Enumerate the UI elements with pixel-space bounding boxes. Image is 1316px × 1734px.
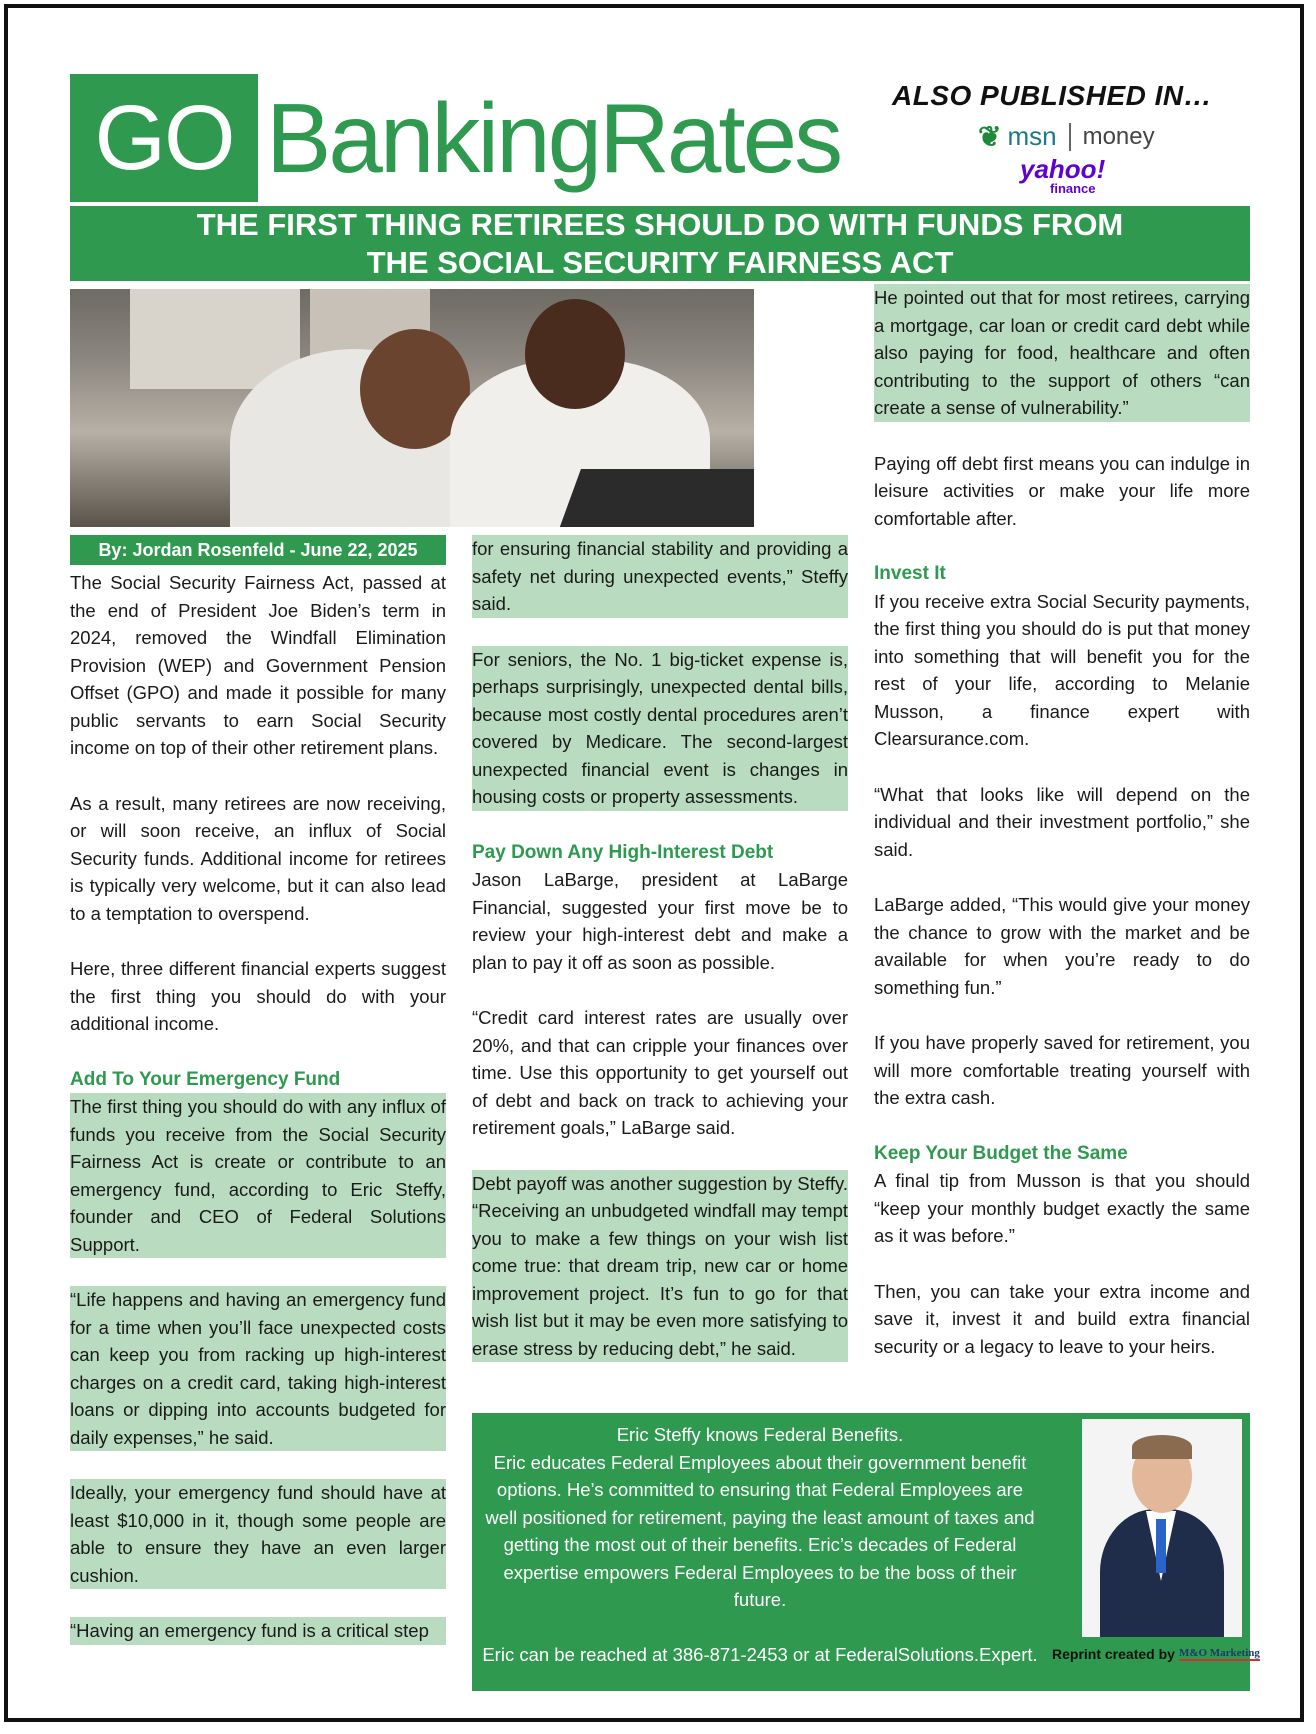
highlighted-paragraph: He pointed out that for most retirees, carrying a mortgage, car loan or credit card debt while also paying for food, healthcare and often contributing to the support of others “can create a sense of vulnerability.”	[874, 284, 1250, 422]
highlighted-paragraph: Ideally, your emergency fund should have at least $10,000 in it, though some people are able to ensure they have an even larger cushion.	[70, 1479, 446, 1589]
paragraph: “What that looks like will depend on the individual and their investment portfolio,” she said.	[874, 783, 1250, 860]
column-2	[472, 535, 848, 1362]
subheading-keep-budget: Keep Your Budget the Same	[874, 1142, 1128, 1164]
bio-headline: Eric Steffy knows Federal Benefits.	[616, 1424, 904, 1445]
gobankingrates-logo	[70, 74, 840, 202]
yahoo-text: yahoo!	[1020, 154, 1106, 184]
highlighted-paragraph: Debt payoff was another suggestion by Steffy. “Receiving an unbudgeted windfall may tempt you to make a few things on your wish list come true: that dream trip, new car or home improvement project. It’s fun to go for that wish list but it may be even more satisfying to erase stress by reducing debt,” he said.	[472, 1170, 848, 1363]
reprint-credit	[1052, 1646, 1260, 1662]
byline: By: Jordan Rosenfeld - June 22, 2025	[70, 535, 446, 565]
msn-butterfly-icon: ❦	[978, 121, 1002, 152]
paragraph: Then, you can take your extra income and save it, invest it and build extra financial security or a legacy to leave to your heirs.	[874, 1280, 1250, 1357]
msn-money-logo	[978, 120, 1155, 153]
bio-text	[480, 1421, 1040, 1668]
also-published-label: ALSO PUBLISHED IN…	[892, 80, 1213, 111]
article-headline	[70, 206, 1250, 281]
paragraph: Paying off debt first means you can indulge in leisure activities or make your life more comfortable after.	[874, 452, 1250, 529]
paragraph: LaBarge added, “This would give your money the chance to grow with the market and be available for when you’re ready to do something fun.”	[874, 894, 1250, 998]
column-3	[874, 284, 1250, 1360]
paragraph: If you receive extra Social Security payments, the first thing you should do is put that money into something that will benefit you for the rest of your life, according to Melanie Musson, a finance expert with Clearsurance.com.	[874, 590, 1250, 749]
subheading-invest-it: Invest It	[874, 563, 946, 584]
subheading-emergency-fund: Add To Your Emergency Fund	[70, 1068, 341, 1090]
msn-text: msn	[1007, 121, 1057, 151]
paragraph: A final tip from Musson is that you should “keep your monthly budget exactly the same as it was before.”	[874, 1170, 1250, 1246]
highlighted-paragraph: “Having an emergency fund is a critical step	[70, 1617, 446, 1645]
eric-steffy-photo	[1082, 1419, 1242, 1637]
yahoo-finance-text: finance	[1050, 181, 1096, 196]
highlighted-paragraph: “Life happens and having an emergency fund for a time when you’ll face unexpected costs can keep you from racking up high-interest charges on a credit card, taking high-interest loans or dipping into accounts budgeted for daily expenses,” he said.	[70, 1286, 446, 1451]
bio-contact: Eric can be reached at 386-871-2453 or at FederalSolutions.Expert.	[482, 1643, 1038, 1665]
column-1	[70, 569, 446, 1645]
highlighted-paragraph: For seniors, the No. 1 big-ticket expense is, perhaps surprisingly, unexpected dental bills, because most costly dental procedures aren’t covered by Medicare. The second-largest unexpected financial event is changes in housing costs or property assessments.	[472, 646, 848, 811]
retirees-photo	[70, 289, 754, 527]
paragraph: “Credit card interest rates are usually over 20%, and that can cripple your finances over time. Use this opportunity to get yourself out of debt and back on track to achieving your retirement goals,” LaBarge said.	[472, 1007, 848, 1138]
headline-line-1: THE FIRST THING RETIREES SHOULD DO WITH FUNDS FROM	[196, 207, 1124, 242]
paragraph: Jason LaBarge, president at LaBarge Financial, suggested your first move be to review your high-interest debt and make a plan to pay it off as soon as possible.	[472, 869, 848, 973]
paragraph: If you have properly saved for retirement, you will more comfortable treating yourself with the extra cash.	[874, 1032, 1250, 1108]
paragraph: The Social Security Fairness Act, passed at the end of President Joe Biden’s term in 2024, removed the Windfall Elimination Provision (WEP) and Government Pension Offset (GPO) and made it possible for many public servants to earn Social Security income on top of their other retirement plans.	[70, 572, 446, 758]
headline-line-2: THE SOCIAL SECURITY FAIRNESS ACT	[366, 245, 954, 280]
yahoo-finance-logo	[1020, 156, 1105, 195]
money-text: money	[1082, 122, 1155, 150]
logo-bankingrates: BankingRates	[266, 82, 841, 193]
paragraph: Here, three different financial experts suggest the first thing you should do with your additional income.	[70, 958, 446, 1034]
subheading-high-interest-debt: Pay Down Any High-Interest Debt	[472, 841, 774, 863]
paragraph: As a result, many retirees are now receiving, or will soon receive, an influx of Social Security funds. Additional income for retirees is typically very welcome, but it can also lead to a temptation to overspend.	[70, 792, 446, 924]
bio-body: Eric educates Federal Employees about their government benefit options. He’s committed to ensuring that Federal Employees are well positioned for retirement, paying the least amount of taxes and getting the most out of their benefits. Eric’s decades of Federal expertise empowers Federal Employees to be the boss of their future.	[485, 1451, 1035, 1610]
logo-go: GO	[70, 74, 258, 202]
mo-marketing-logo: M&O Marketing	[1178, 1647, 1260, 1659]
msn-divider	[1069, 123, 1071, 151]
highlighted-paragraph: for ensuring financial stability and providing a safety net during unexpected events,” Steffy said.	[472, 535, 848, 618]
highlighted-paragraph: The first thing you should do with any influx of funds you receive from the Social Security Fairness Act is create or contribute to an emergency fund, according to Eric Steffy, founder and CEO of Federal Solutions Support.	[70, 1093, 446, 1258]
reprint-label: Reprint created by	[1052, 1646, 1175, 1662]
